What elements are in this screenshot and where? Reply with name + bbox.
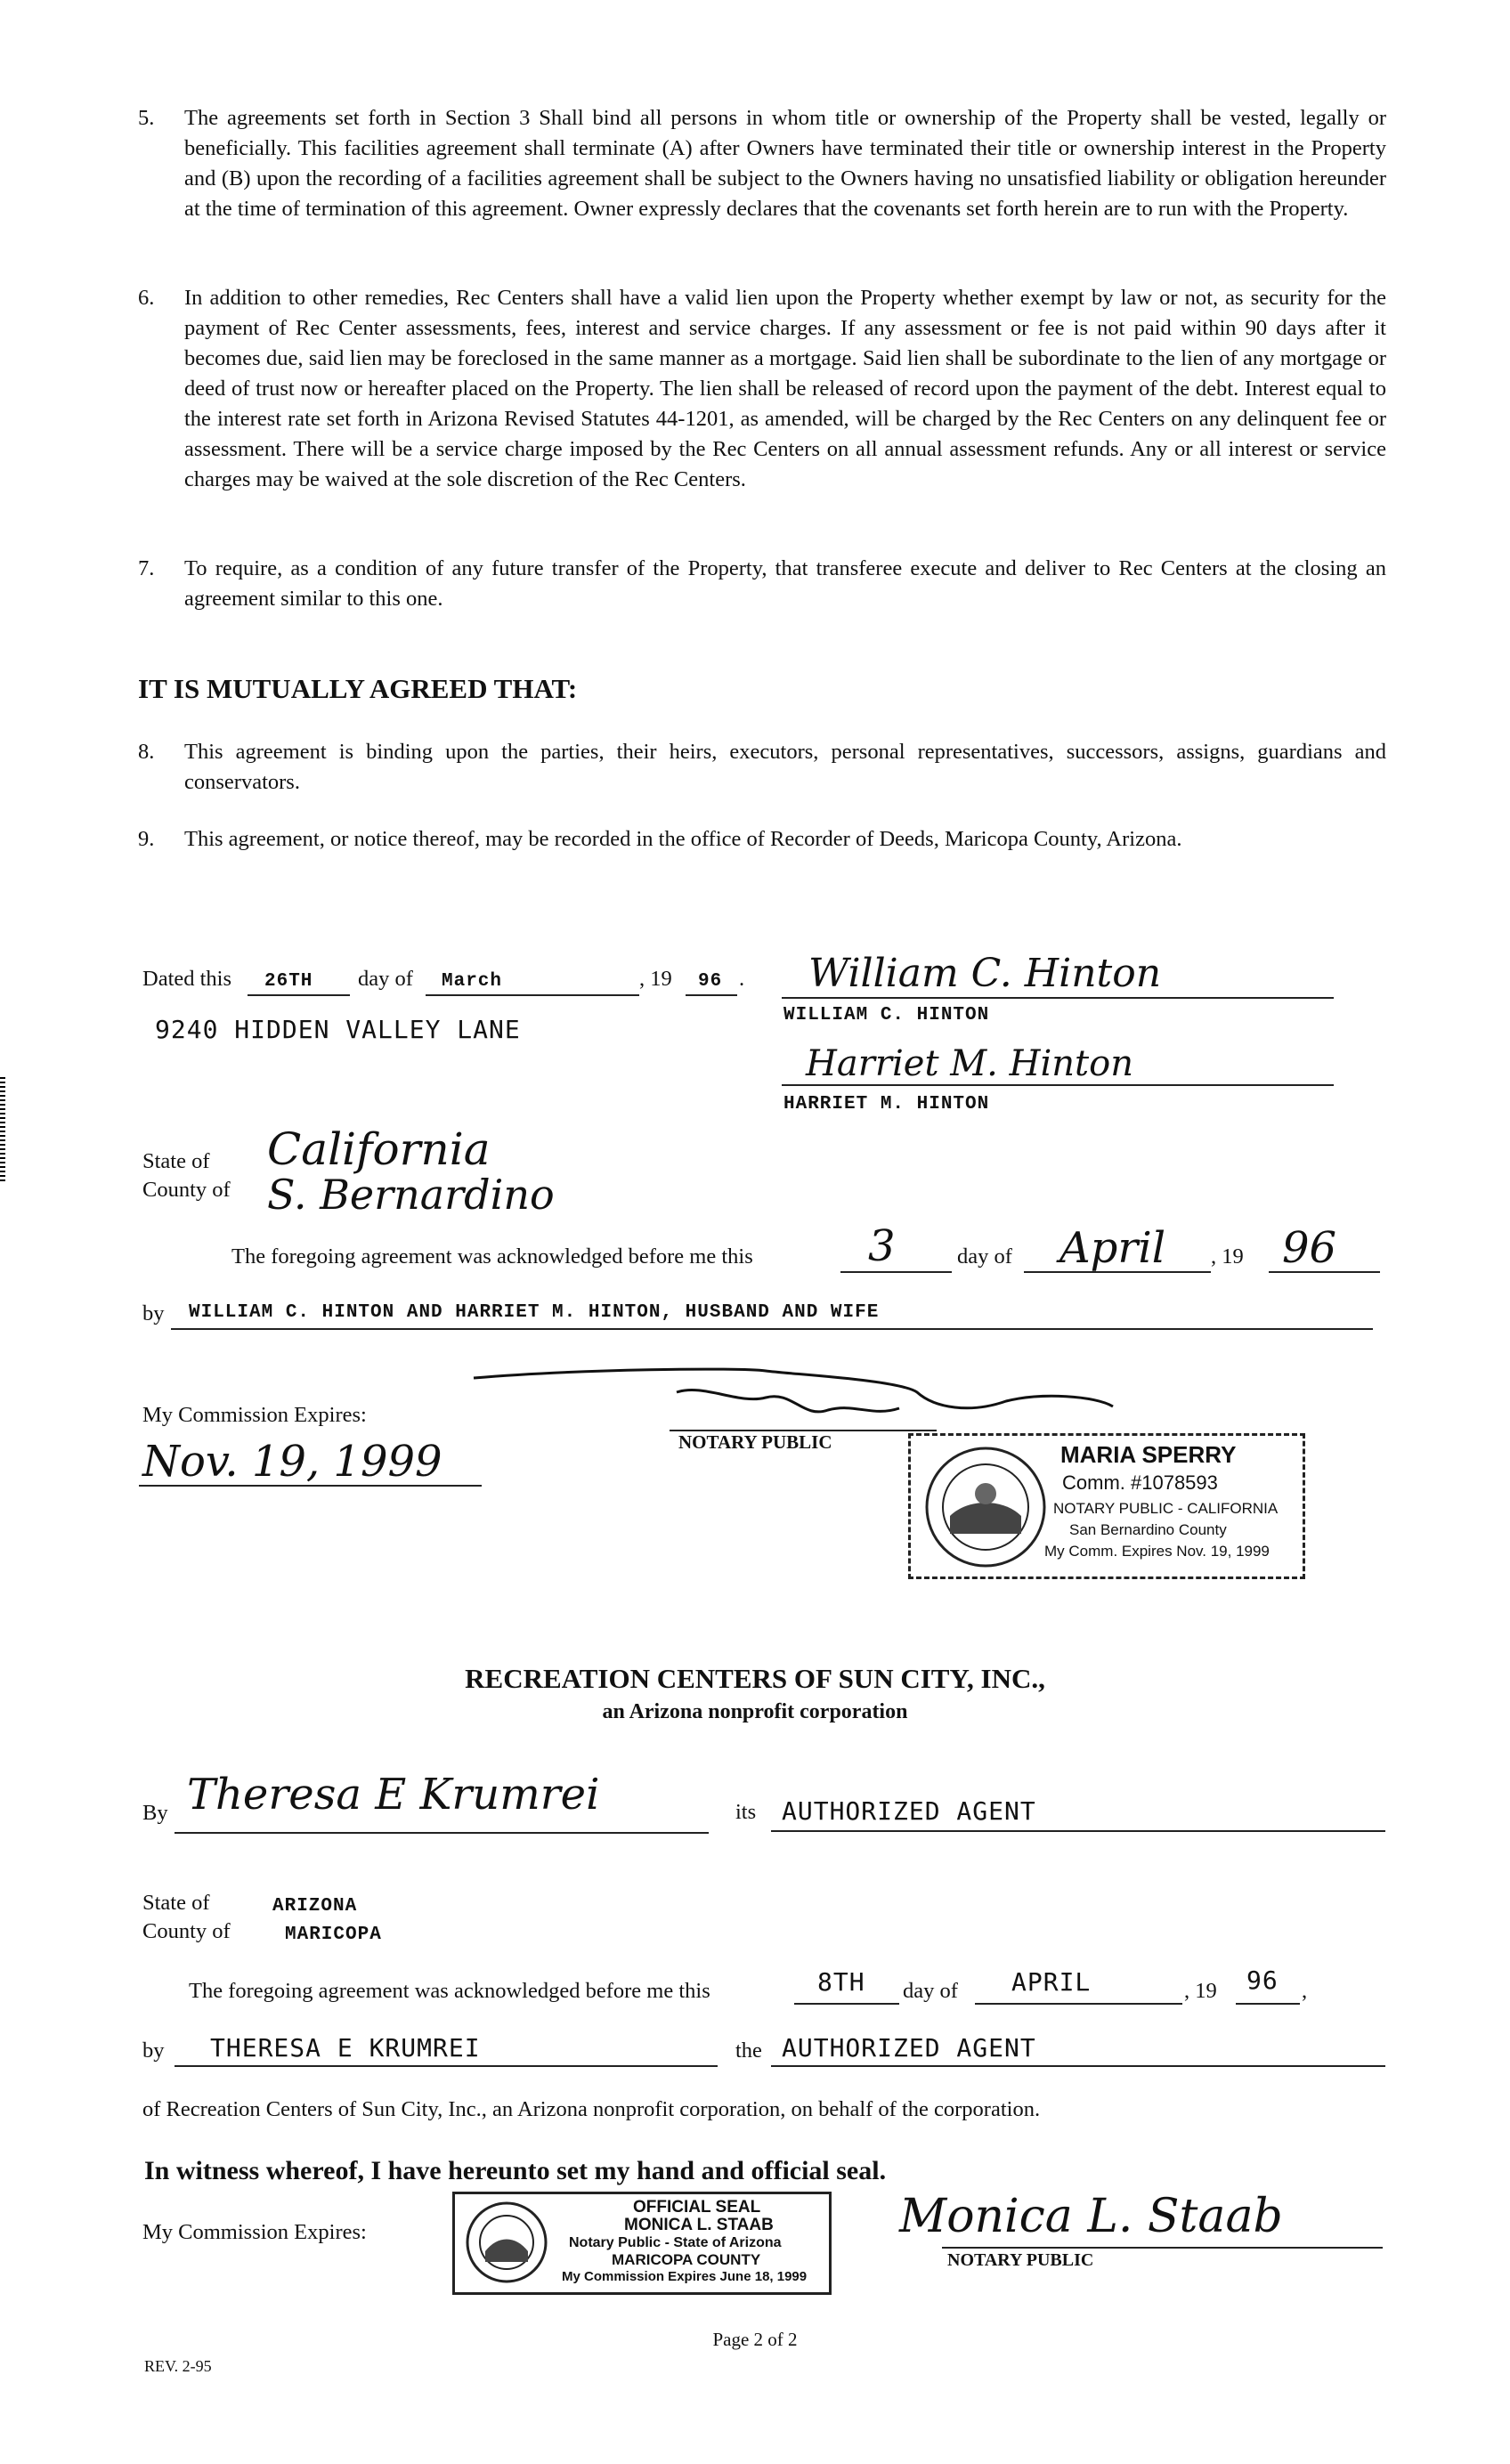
ack-day-of: day of <box>957 1244 1012 1268</box>
paragraph-8 <box>138 737 1384 799</box>
paragraph-9 <box>138 824 1384 856</box>
underline <box>248 994 350 996</box>
the-value: AUTHORIZED AGENT <box>782 2033 1036 2063</box>
underline <box>794 2003 899 2005</box>
underline <box>1024 1271 1211 1273</box>
az-seal-line: Notary Public - State of Arizona <box>569 2235 782 2250</box>
signer1-signature: William C. Hinton <box>808 951 1162 996</box>
corp-title: RECREATION CENTERS OF SUN CITY, INC., <box>465 1663 1045 1694</box>
underline <box>771 2065 1385 2067</box>
state-seal-icon <box>923 1445 1048 1569</box>
paragraph-5 <box>138 103 1384 255</box>
signature-line <box>782 997 1334 999</box>
commission-label: My Commission Expires: <box>142 1403 367 1427</box>
page-number: Page 2 of 2 <box>712 2329 798 2350</box>
paragraph-text: To require, as a condition of any future transfer of the Property, that transferee execute and deliver to Rec Centers at the closing an agreement similar to this one. <box>184 556 1386 611</box>
revision-label: REV. 2-95 <box>144 2357 212 2375</box>
underline <box>175 2065 718 2067</box>
dated-day: 26TH <box>264 971 313 992</box>
corp-ack-year: 96 <box>1246 1966 1279 1995</box>
underline <box>1269 1271 1380 1273</box>
paragraph-6 <box>138 283 1384 532</box>
dated-year: 96 <box>698 971 723 992</box>
day-of-label: day of <box>358 967 413 991</box>
notary-seal-arizona <box>452 2192 832 2295</box>
signature-line <box>175 1832 709 1834</box>
ack-month: April <box>1059 1223 1166 1273</box>
its-value: AUTHORIZED AGENT <box>782 1796 1036 1826</box>
seal-comm: Comm. #1078593 <box>1062 1471 1218 1494</box>
corp-ack-text: The foregoing agreement was acknowledged before me this <box>189 1979 710 2003</box>
corp-state-label: State of <box>142 1891 210 1915</box>
state-label: State of <box>142 1149 210 1173</box>
seal-county: San Bernardino County <box>1069 1521 1227 1538</box>
corp-ack-month: APRIL <box>1011 1967 1092 1997</box>
scan-edge-mark <box>0 1077 5 1184</box>
behalf-text: of Recreation Centers of Sun City, Inc., an Arizona nonprofit corporation, on behalf of the corporation. <box>142 2097 1041 2121</box>
corp-ack-day-of: day of <box>903 1979 958 2003</box>
dated-label: Dated this <box>142 967 232 991</box>
ack-year: 96 <box>1282 1223 1337 1273</box>
corp-commission-label: My Commission Expires: <box>142 2220 367 2244</box>
dated-month: March <box>442 971 503 992</box>
signature-line <box>942 2247 1383 2249</box>
notary-seal-california <box>908 1433 1305 1579</box>
corp-subtitle: an Arizona nonprofit corporation <box>602 1700 908 1723</box>
seal-title: NOTARY PUBLIC - CALIFORNIA <box>1053 1500 1279 1517</box>
the-label: the <box>735 2038 762 2063</box>
arizona-seal-icon <box>462 2200 551 2285</box>
paragraph-number: 5. <box>138 106 155 130</box>
mutual-heading: IT IS MUTUALLY AGREED THAT: <box>138 673 578 704</box>
corp-by2-label: by <box>142 2038 165 2063</box>
corp-notary-label: NOTARY PUBLIC <box>947 2250 1094 2270</box>
signer2-name: HARRIET M. HINTON <box>783 1094 990 1114</box>
state-value: California <box>267 1123 491 1175</box>
az-seal-county: MARICOPA COUNTY <box>612 2251 761 2268</box>
corp-ack-year-prefix: , 19 <box>1184 1979 1217 2003</box>
underline <box>975 2003 1182 2005</box>
by-value: WILLIAM C. HINTON AND HARRIET M. HINTON, HUSBAND AND WIFE <box>189 1302 880 1323</box>
paragraph-text: This agreement is binding upon the parties, their heirs, executors, personal representatives, successors, assigns, guardians and conservators. <box>184 740 1386 794</box>
comma: , <box>1302 1979 1308 2003</box>
underline <box>686 994 737 996</box>
ack-text: The foregoing agreement was acknowledged before me this <box>231 1244 753 1268</box>
underline <box>771 1830 1385 1832</box>
underline <box>1236 2003 1300 2005</box>
ack-day: 3 <box>868 1221 896 1271</box>
period: . <box>739 967 745 991</box>
corp-state-value: ARIZONA <box>272 1896 358 1917</box>
ack-year-prefix: , 19 <box>1211 1244 1244 1268</box>
az-seal-title: OFFICIAL SEAL <box>633 2198 761 2217</box>
seal-expires: My Comm. Expires Nov. 19, 1999 <box>1044 1543 1270 1560</box>
corp-county-label: County of <box>142 1919 231 1943</box>
underline <box>840 1271 952 1273</box>
underline <box>171 1328 1373 1330</box>
year-prefix: , 19 <box>639 967 672 991</box>
paragraph-number: 8. <box>138 740 155 764</box>
underline <box>139 1485 482 1487</box>
county-label: County of <box>142 1178 231 1202</box>
seal-name: MARIA SPERRY <box>1060 1441 1237 1468</box>
signature-line <box>782 1084 1334 1086</box>
paragraph-number: 9. <box>138 827 155 851</box>
paragraph-text: In addition to other remedies, Rec Centers shall have a valid lien upon the Property whether exempt by law or not, as security for the payment of Rec Center assessments, fees, interest and service charges. If any assessment or fee is not paid within 90 days after it becomes due, said lien may be foreclosed in the same manner as a mortgage. Said lien shall be subordinate to the lien of any mortgage or deed of trust now or hereafter placed on the Property. The lien shall be released of record upon the payment of the debt. Interest equal to the interest rate set forth in Arizona Revised Statutes 44-1201, as amended, will be charged by the Rec Centers on any delinquent fee or assessment. There will be a service charge imposed by the Rec Centers on all annual assessment refunds. Any or all interest or service charges may be waived at the sole discretion of the Rec Centers. <box>184 286 1386 491</box>
az-seal-expires: My Commission Expires June 18, 1999 <box>562 2269 808 2284</box>
witness-text: In witness whereof, I have hereunto set my hand and official seal. <box>144 2156 887 2185</box>
signer2-signature: Harriet M. Hinton <box>806 1043 1133 1084</box>
paragraph-text: The agreements set forth in Section 3 Shall bind all persons in whom title or ownership of the Property shall be vested, legally or beneficially. This facilities agreement shall terminate (A) after Owners have terminated their title or ownership interest in the Property and (B) upon the recording of a facilities agreement shall be subject to the Owners having no unsatisfied liability or obligation hereunder at the time of termination of this agreement. Owner expressly declares that the covenants set forth herein are to run with the Property. <box>184 106 1386 221</box>
commission-value: Nov. 19, 1999 <box>142 1437 442 1487</box>
paragraph-number: 6. <box>138 286 155 310</box>
corp-by-label: By <box>142 1801 168 1825</box>
county-value: S. Bernardino <box>267 1171 555 1219</box>
notary-signature: Monica L. Staab <box>899 2190 1283 2243</box>
paragraph-number: 7. <box>138 556 155 580</box>
corp-signature: Theresa E Krumrei <box>187 1770 600 1820</box>
paragraph-text: This agreement, or notice thereof, may be recorded in the office of Recorder of Deeds, Maricopa County, Arizona. <box>184 827 1182 851</box>
az-seal-name: MONICA L. STAAB <box>624 2216 774 2234</box>
corp-county-value: MARICOPA <box>285 1925 382 1945</box>
corp-by2-value: THERESA E KRUMREI <box>210 2033 481 2063</box>
corp-ack-day: 8TH <box>817 1967 865 1997</box>
paragraph-7 <box>138 554 1384 616</box>
signer1-name: WILLIAM C. HINTON <box>783 1005 990 1025</box>
by-label: by <box>142 1301 165 1325</box>
its-label: its <box>735 1800 757 1824</box>
notary-public-label: NOTARY PUBLIC <box>678 1431 832 1453</box>
underline <box>426 994 639 996</box>
property-address: 9240 HIDDEN VALLEY LANE <box>155 1015 521 1044</box>
